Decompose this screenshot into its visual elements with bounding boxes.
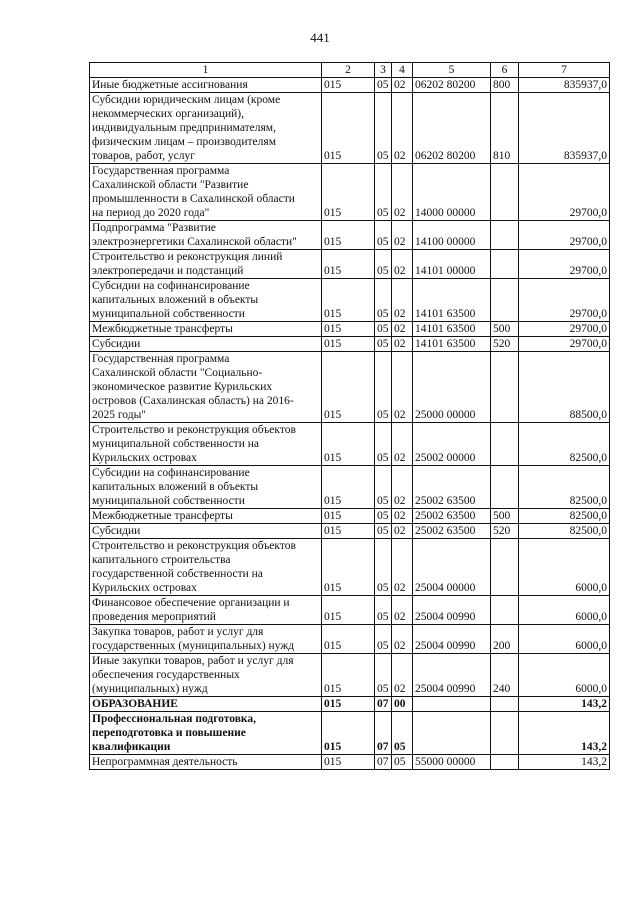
row-sum-cell: 6000,0: [519, 625, 610, 654]
table-row: [90, 524, 610, 539]
row-subsection-cell: 02: [392, 337, 413, 352]
row-subsection-cell: 02: [392, 93, 413, 164]
row-code-cell: 015: [322, 712, 375, 755]
row-name-cell: Подпрограмма "Развитие электроэнергетики Сахалинской области": [90, 221, 322, 250]
table-row: [90, 539, 610, 596]
row-section-cell: 05: [375, 539, 392, 596]
row-subsection-cell: 02: [392, 423, 413, 466]
row-target-cell: 25004 00990: [413, 654, 491, 697]
row-sum-cell: 82500,0: [519, 466, 610, 509]
row-type-cell: 810: [491, 93, 519, 164]
row-target-cell: 14101 63500: [413, 322, 491, 337]
row-type-cell: [491, 596, 519, 625]
row-type-cell: [491, 697, 519, 712]
table-row: [90, 164, 610, 221]
row-name-cell: Субсидии: [90, 524, 322, 539]
table-row: [90, 279, 610, 322]
row-subsection-cell: 02: [392, 221, 413, 250]
row-subsection-cell: 02: [392, 596, 413, 625]
row-subsection-cell: 02: [392, 352, 413, 423]
table-header-row: [90, 63, 610, 78]
row-sum-cell: 82500,0: [519, 524, 610, 539]
row-target-cell: 25004 00990: [413, 625, 491, 654]
table-row: [90, 78, 610, 93]
row-type-cell: [491, 250, 519, 279]
row-subsection-cell: 02: [392, 625, 413, 654]
row-section-cell: 05: [375, 279, 392, 322]
row-type-cell: [491, 221, 519, 250]
row-section-cell: 05: [375, 78, 392, 93]
table-row: [90, 654, 610, 697]
row-sum-cell: 29700,0: [519, 221, 610, 250]
table-row: [90, 352, 610, 423]
row-section-cell: 05: [375, 596, 392, 625]
row-name-cell: ОБРАЗОВАНИЕ: [90, 697, 322, 712]
column-header: 5: [413, 63, 491, 78]
row-name-cell: Субсидии на софинансирование капитальных вложений в объекты муниципальной собственности: [90, 279, 322, 322]
row-section-cell: 05: [375, 509, 392, 524]
row-type-cell: 520: [491, 337, 519, 352]
row-sum-cell: 6000,0: [519, 654, 610, 697]
row-section-cell: 05: [375, 352, 392, 423]
row-name-cell: Субсидии на софинансирование капитальных вложений в объекты муниципальной собственности: [90, 466, 322, 509]
budget-table: [89, 62, 610, 770]
row-section-cell: 05: [375, 423, 392, 466]
row-subsection-cell: 05: [392, 712, 413, 755]
table-row: [90, 221, 610, 250]
row-subsection-cell: 02: [392, 250, 413, 279]
row-target-cell: 14100 00000: [413, 221, 491, 250]
row-type-cell: [491, 423, 519, 466]
row-sum-cell: 29700,0: [519, 279, 610, 322]
row-section-cell: 05: [375, 221, 392, 250]
row-section-cell: 07: [375, 712, 392, 755]
row-sum-cell: 82500,0: [519, 509, 610, 524]
row-target-cell: 14101 63500: [413, 279, 491, 322]
row-name-cell: Непрограммная деятельность: [90, 755, 322, 770]
row-name-cell: Финансовое обеспечение организации и проведения мероприятий: [90, 596, 322, 625]
row-subsection-cell: 00: [392, 697, 413, 712]
row-type-cell: [491, 755, 519, 770]
row-target-cell: 55000 00000: [413, 755, 491, 770]
row-type-cell: 520: [491, 524, 519, 539]
row-target-cell: 25004 00000: [413, 539, 491, 596]
row-section-cell: 07: [375, 697, 392, 712]
row-subsection-cell: 02: [392, 539, 413, 596]
row-section-cell: 05: [375, 250, 392, 279]
table-row: [90, 697, 610, 712]
row-code-cell: 015: [322, 337, 375, 352]
row-subsection-cell: 02: [392, 322, 413, 337]
row-subsection-cell: 05: [392, 755, 413, 770]
row-sum-cell: 29700,0: [519, 250, 610, 279]
row-name-cell: Строительство и реконструкция объектов муниципальной собственности на Курильских островах: [90, 423, 322, 466]
row-code-cell: 015: [322, 423, 375, 466]
table-row: [90, 250, 610, 279]
row-type-cell: 800: [491, 78, 519, 93]
row-sum-cell: 143,2: [519, 712, 610, 755]
row-subsection-cell: 02: [392, 524, 413, 539]
row-subsection-cell: 02: [392, 78, 413, 93]
column-header: 6: [491, 63, 519, 78]
row-type-cell: [491, 539, 519, 596]
table-row: [90, 755, 610, 770]
column-header: 3: [375, 63, 392, 78]
row-section-cell: 07: [375, 755, 392, 770]
row-sum-cell: 29700,0: [519, 337, 610, 352]
row-code-cell: 015: [322, 164, 375, 221]
row-subsection-cell: 02: [392, 164, 413, 221]
table-row: [90, 93, 610, 164]
row-name-cell: Субсидии юридическим лицам (кроме некоммерческих организаций), индивидуальным предпринимателям, физическим лицам – производителям товаров, работ, услуг: [90, 93, 322, 164]
row-code-cell: 015: [322, 93, 375, 164]
row-subsection-cell: 02: [392, 654, 413, 697]
row-section-cell: 05: [375, 93, 392, 164]
row-sum-cell: 6000,0: [519, 596, 610, 625]
row-type-cell: 240: [491, 654, 519, 697]
row-code-cell: 015: [322, 466, 375, 509]
row-target-cell: 14000 00000: [413, 164, 491, 221]
row-target-cell: [413, 712, 491, 755]
row-type-cell: 500: [491, 322, 519, 337]
row-section-cell: 05: [375, 524, 392, 539]
row-sum-cell: 29700,0: [519, 322, 610, 337]
row-sum-cell: 835937,0: [519, 78, 610, 93]
row-section-cell: 05: [375, 322, 392, 337]
row-target-cell: 25000 00000: [413, 352, 491, 423]
row-type-cell: [491, 466, 519, 509]
column-header: 4: [392, 63, 413, 78]
row-name-cell: Строительство и реконструкция линий электропередачи и подстанций: [90, 250, 322, 279]
table-row: [90, 423, 610, 466]
row-type-cell: [491, 164, 519, 221]
row-code-cell: 015: [322, 250, 375, 279]
row-code-cell: 015: [322, 221, 375, 250]
table-row: [90, 322, 610, 337]
row-name-cell: Субсидии: [90, 337, 322, 352]
row-target-cell: 14101 00000: [413, 250, 491, 279]
row-name-cell: Межбюджетные трансферты: [90, 322, 322, 337]
table-row: [90, 466, 610, 509]
row-section-cell: 05: [375, 654, 392, 697]
row-name-cell: Государственная программа Сахалинской области "Социально- экономическое развитие Курильских островов (Сахалинская область) на 2016- 2025 годы": [90, 352, 322, 423]
row-target-cell: 25002 63500: [413, 524, 491, 539]
column-header: 2: [322, 63, 375, 78]
row-code-cell: 015: [322, 539, 375, 596]
row-sum-cell: 82500,0: [519, 423, 610, 466]
row-name-cell: Профессиональная подготовка, переподготовка и повышение квалификации: [90, 712, 322, 755]
row-sum-cell: 88500,0: [519, 352, 610, 423]
row-section-cell: 05: [375, 337, 392, 352]
row-target-cell: 06202 80200: [413, 93, 491, 164]
page-number: 441: [310, 30, 330, 45]
row-type-cell: [491, 352, 519, 423]
row-code-cell: 015: [322, 654, 375, 697]
row-name-cell: Государственная программа Сахалинской области "Развитие промышленности в Сахалинской области на период до 2020 года": [90, 164, 322, 221]
column-header: 7: [519, 63, 610, 78]
row-name-cell: Иные закупки товаров, работ и услуг для обеспечения государственных (муниципальных) нужд: [90, 654, 322, 697]
row-subsection-cell: 02: [392, 466, 413, 509]
row-section-cell: 05: [375, 164, 392, 221]
row-code-cell: 015: [322, 509, 375, 524]
row-target-cell: 14101 63500: [413, 337, 491, 352]
row-code-cell: 015: [322, 625, 375, 654]
row-code-cell: 015: [322, 279, 375, 322]
row-target-cell: 06202 80200: [413, 78, 491, 93]
row-name-cell: Закупка товаров, работ и услуг для государственных (муниципальных) нужд: [90, 625, 322, 654]
table-row: [90, 509, 610, 524]
row-type-cell: [491, 712, 519, 755]
row-code-cell: 015: [322, 78, 375, 93]
row-type-cell: 500: [491, 509, 519, 524]
row-target-cell: 25002 63500: [413, 466, 491, 509]
row-sum-cell: 29700,0: [519, 164, 610, 221]
table-row: [90, 712, 610, 755]
row-sum-cell: 143,2: [519, 755, 610, 770]
row-subsection-cell: 02: [392, 509, 413, 524]
row-target-cell: 25004 00990: [413, 596, 491, 625]
row-name-cell: Иные бюджетные ассигнования: [90, 78, 322, 93]
row-code-cell: 015: [322, 322, 375, 337]
row-sum-cell: 143,2: [519, 697, 610, 712]
row-code-cell: 015: [322, 755, 375, 770]
row-section-cell: 05: [375, 625, 392, 654]
row-section-cell: 05: [375, 466, 392, 509]
row-code-cell: 015: [322, 596, 375, 625]
row-target-cell: 25002 00000: [413, 423, 491, 466]
row-code-cell: 015: [322, 524, 375, 539]
column-header: 1: [90, 63, 322, 78]
table-row: [90, 337, 610, 352]
row-sum-cell: 835937,0: [519, 93, 610, 164]
row-code-cell: 015: [322, 697, 375, 712]
row-type-cell: [491, 279, 519, 322]
table-row: [90, 596, 610, 625]
row-name-cell: Межбюджетные трансферты: [90, 509, 322, 524]
row-subsection-cell: 02: [392, 279, 413, 322]
table-row: [90, 625, 610, 654]
row-target-cell: [413, 697, 491, 712]
row-name-cell: Строительство и реконструкция объектов капитального строительства государственной собственности на Курильских островах: [90, 539, 322, 596]
row-target-cell: 25002 63500: [413, 509, 491, 524]
row-code-cell: 015: [322, 352, 375, 423]
row-sum-cell: 6000,0: [519, 539, 610, 596]
row-type-cell: 200: [491, 625, 519, 654]
